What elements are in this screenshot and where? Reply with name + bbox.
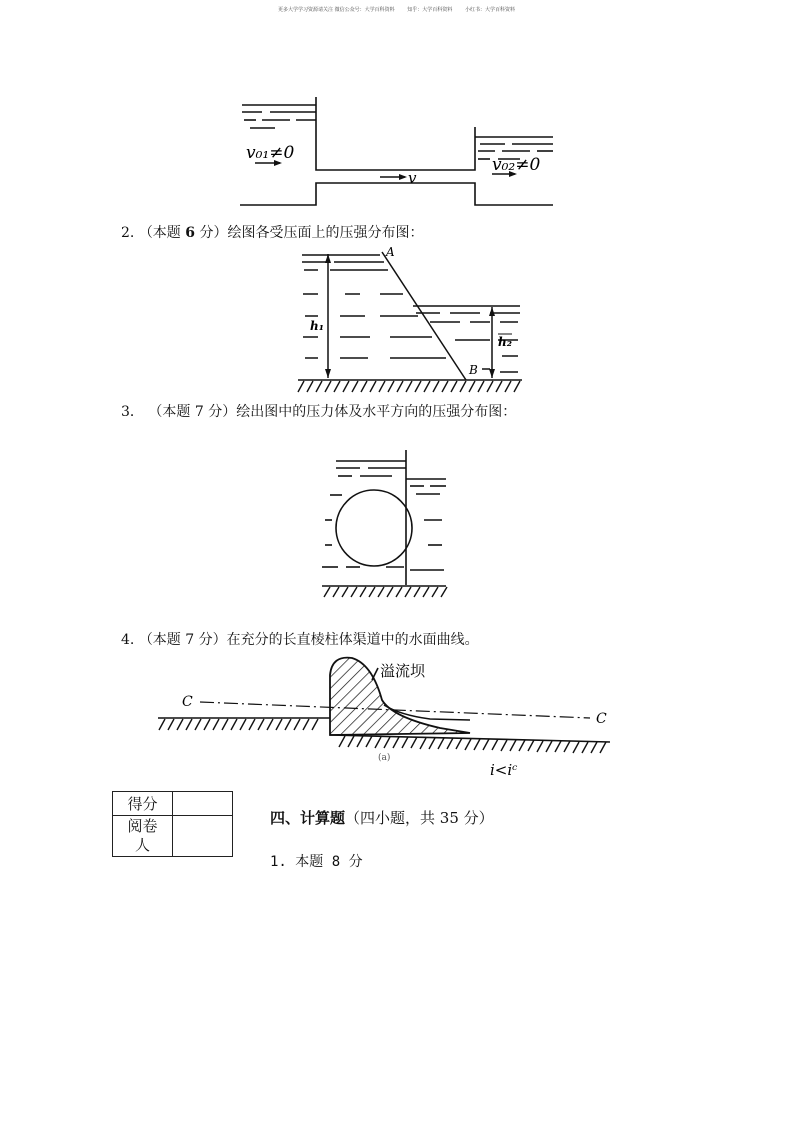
slope-label: i<iᶜ bbox=[490, 761, 518, 779]
v02-label: v₀₂≠0 bbox=[492, 155, 541, 175]
v01-label: v₀₁≠0 bbox=[246, 143, 295, 163]
q2-text: 2. （本题 6 分）绘图各受压面上的压强分布图： bbox=[121, 225, 424, 241]
c-left-label: C bbox=[182, 694, 193, 710]
v-label: v bbox=[408, 169, 417, 187]
label-a: A bbox=[386, 245, 395, 259]
figure-caption: (a) bbox=[378, 753, 391, 763]
reviewer-cell[interactable] bbox=[173, 816, 233, 857]
label-b: B bbox=[469, 363, 478, 377]
score-label: 得分 bbox=[113, 792, 173, 816]
section-4-heading: 四、计算题（四小题，共 35 分） bbox=[270, 809, 494, 827]
reviewer-label: 阅卷 人 bbox=[113, 816, 173, 857]
label-h1: h₁ bbox=[310, 319, 324, 333]
q3-text: 3． （本题 7 分）绘出图中的压力体及水平方向的压强分布图： bbox=[121, 404, 517, 420]
label-h2: h₂ bbox=[498, 335, 512, 349]
dam-label: 溢流坝 bbox=[380, 662, 426, 680]
page-header: 更多大学学习资源请关注 微信公众号：大学百科资料 知乎：大学百科资料 小红书：大学百科资料 bbox=[277, 7, 516, 13]
score-cell[interactable] bbox=[173, 792, 233, 816]
c-right-label: C bbox=[596, 711, 607, 727]
score-table bbox=[112, 791, 233, 857]
q4-text: 4. （本题 7 分）在充分的长直棱柱体渠道中的水面曲线。 bbox=[121, 632, 479, 648]
section-4-item-1: 1. 本题 8 分 bbox=[270, 854, 363, 870]
